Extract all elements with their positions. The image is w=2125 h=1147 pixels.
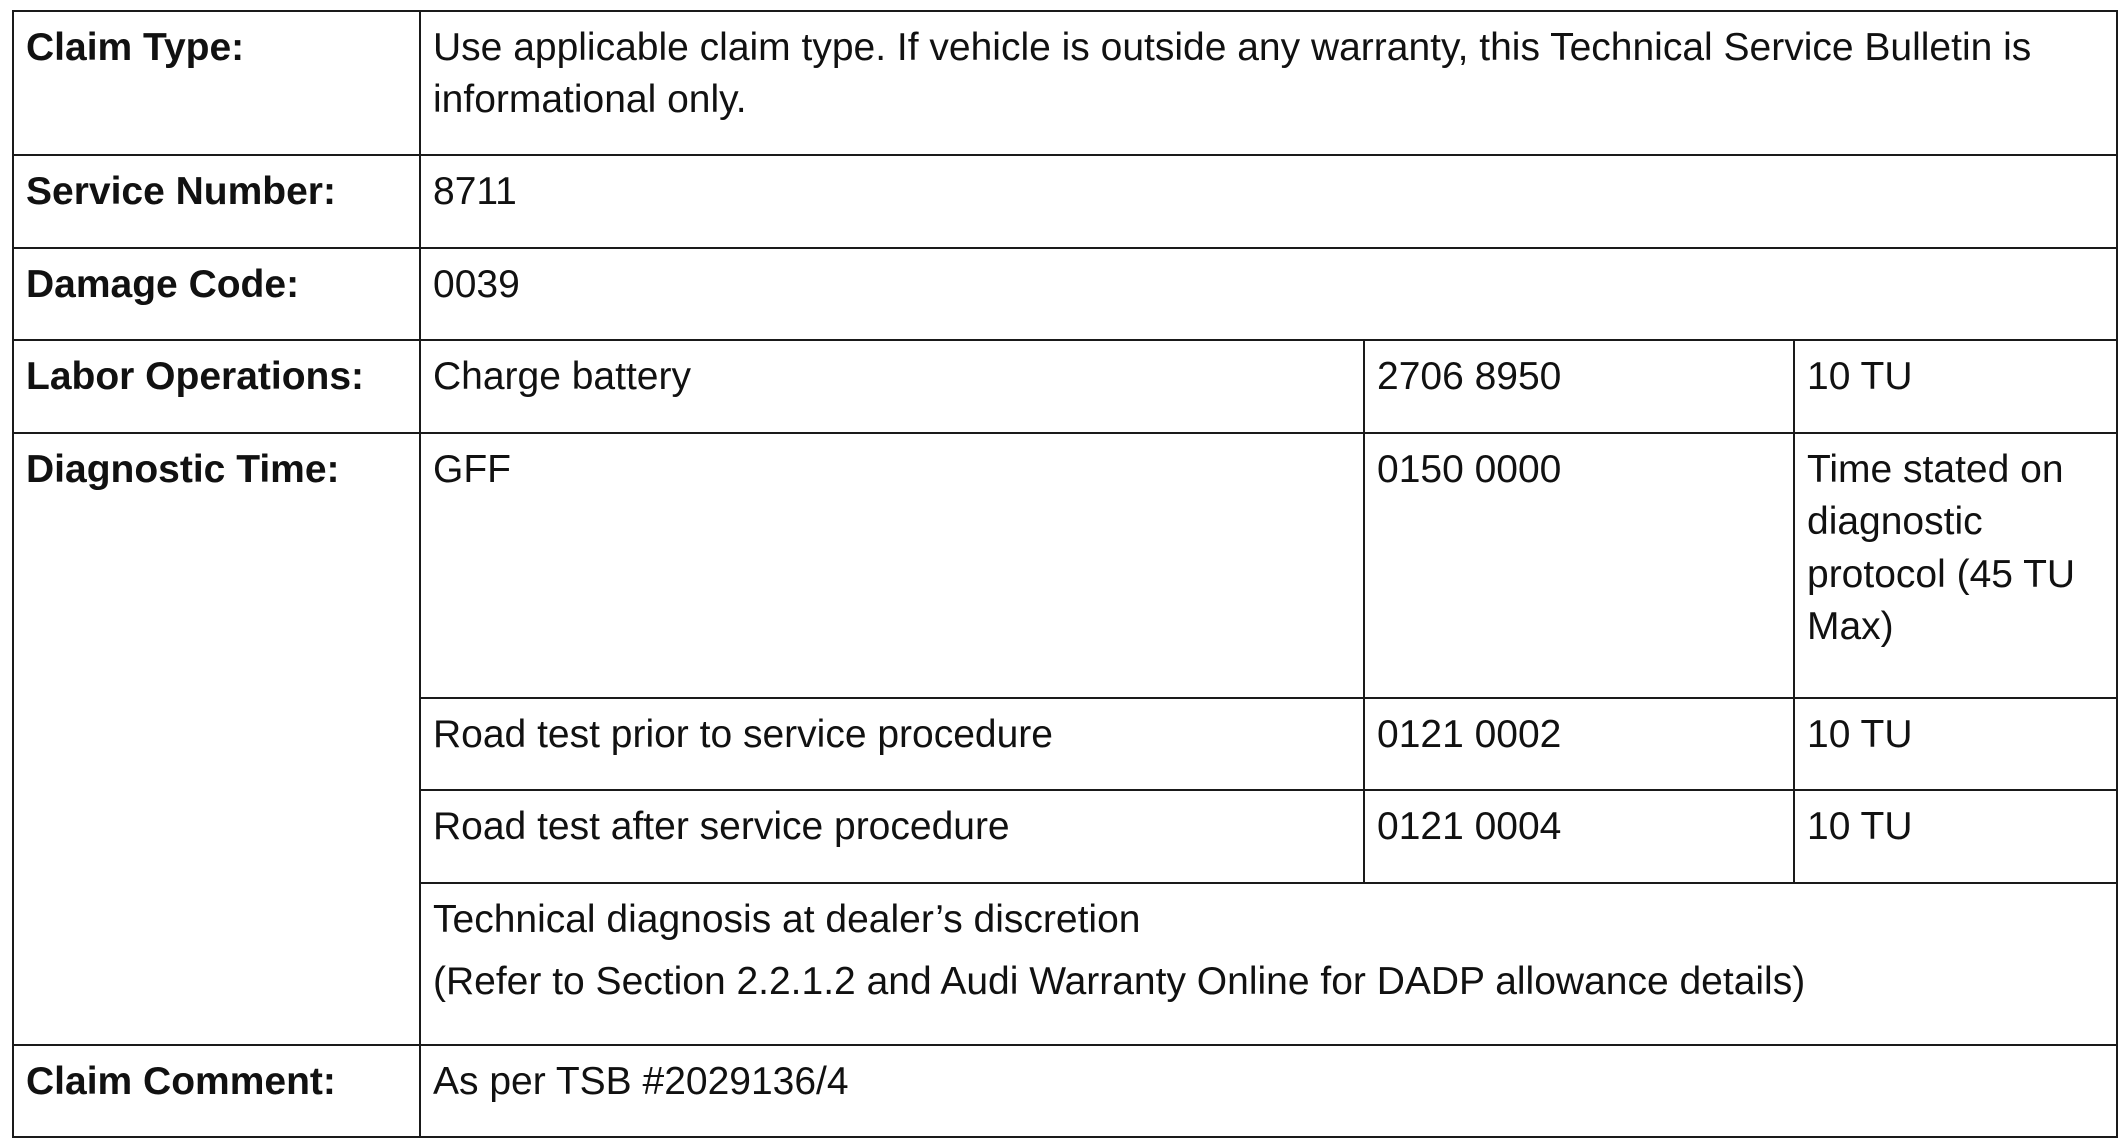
service-number-value: 8711 bbox=[420, 155, 2117, 248]
diagnostic-operation-time: 10 TU bbox=[1794, 698, 2117, 790]
diagnostic-operation-time: Time stated on diagnostic protocol (45 TU Max) bbox=[1794, 433, 2117, 698]
claim-comment-value: As per TSB #2029136/4 bbox=[420, 1045, 2117, 1137]
diagnostic-note-line-2: (Refer to Section 2.2.1.2 and Audi Warranty Online for DADP allowance details) bbox=[433, 960, 1806, 1004]
diagnostic-time-row bbox=[13, 433, 2117, 698]
diagnostic-time-label: Diagnostic Time: bbox=[13, 433, 420, 1045]
warranty-claim-table bbox=[12, 10, 2118, 1138]
claim-type-value: Use applicable claim type. If vehicle is outside any warranty, this Technical Service Bulletin is informational only. bbox=[420, 11, 2117, 155]
labor-operation-time: 10 TU bbox=[1794, 340, 2117, 433]
diagnostic-operation-code: 0150 0000 bbox=[1364, 433, 1794, 698]
labor-operations-label: Labor Operations: bbox=[13, 340, 420, 433]
labor-operations-row bbox=[13, 340, 2117, 433]
claim-type-label: Claim Type: bbox=[13, 11, 420, 155]
diagnostic-operation-code: 0121 0004 bbox=[1364, 790, 1794, 883]
damage-code-row bbox=[13, 248, 2117, 340]
damage-code-label: Damage Code: bbox=[13, 248, 420, 340]
diagnostic-operation-code: 0121 0002 bbox=[1364, 698, 1794, 790]
labor-operation-description: Charge battery bbox=[420, 340, 1364, 433]
diagnostic-note-line-1: Technical diagnosis at dealer’s discretion bbox=[433, 898, 1141, 941]
diagnostic-operation-description: Road test after service procedure bbox=[420, 790, 1364, 883]
diagnostic-operation-description: GFF bbox=[420, 433, 1364, 698]
diagnostic-operation-description: Road test prior to service procedure bbox=[420, 698, 1364, 790]
claim-comment-label: Claim Comment: bbox=[13, 1045, 420, 1137]
claim-type-row bbox=[13, 11, 2117, 155]
diagnostic-note bbox=[420, 883, 2117, 1045]
service-number-label: Service Number: bbox=[13, 155, 420, 248]
diagnostic-operation-time: 10 TU bbox=[1794, 790, 2117, 883]
service-number-row bbox=[13, 155, 2117, 248]
claim-comment-row bbox=[13, 1045, 2117, 1137]
labor-operation-code: 2706 8950 bbox=[1364, 340, 1794, 433]
damage-code-value: 0039 bbox=[420, 248, 2117, 340]
